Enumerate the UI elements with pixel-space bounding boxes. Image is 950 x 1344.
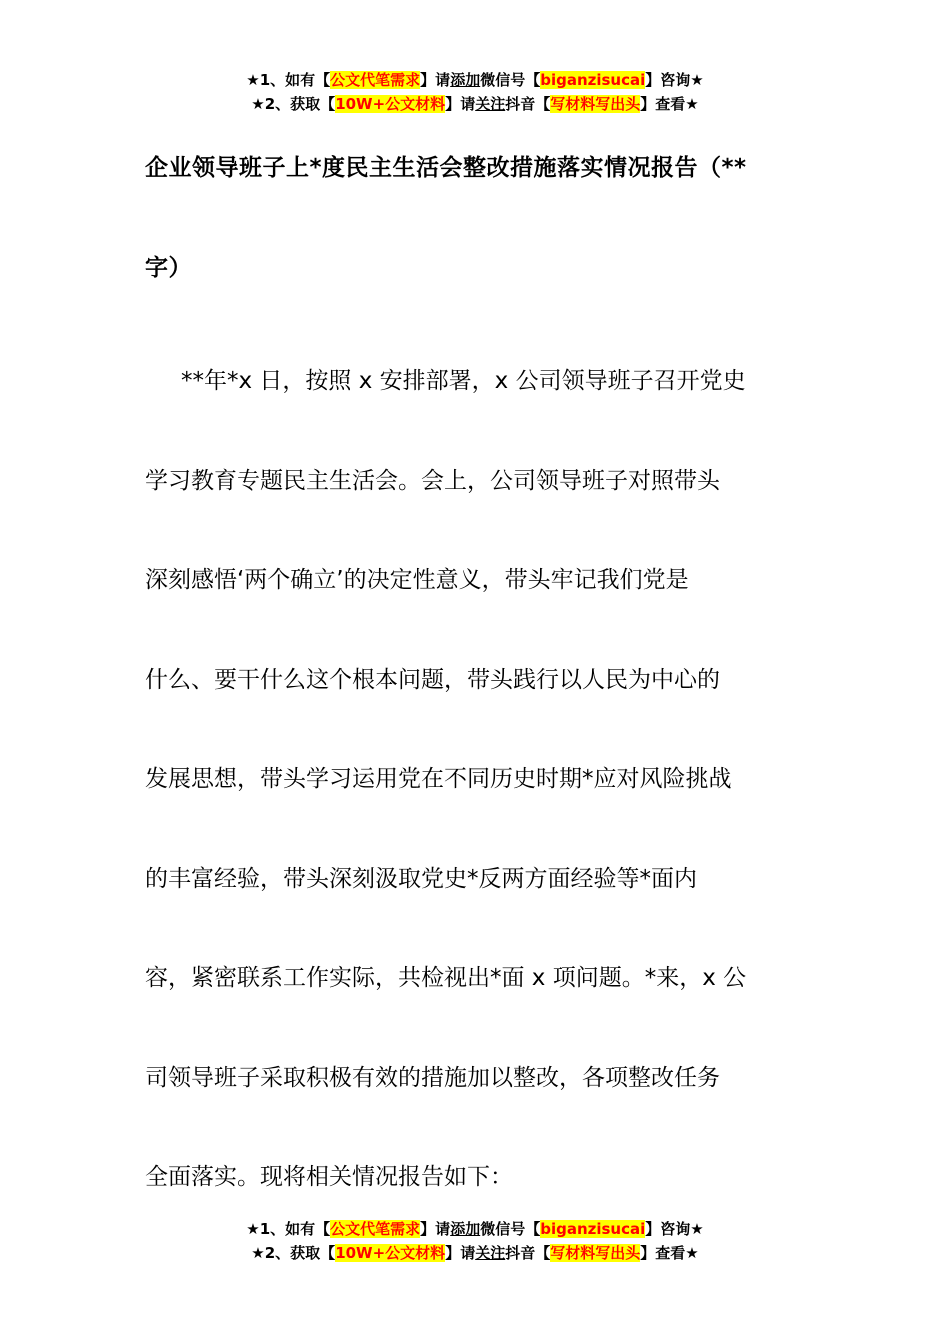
banner-text: 】咨询★	[645, 1220, 704, 1238]
banner-text: 】请	[445, 1244, 476, 1262]
body-line: 全面落实。现将相关情况报告如下：	[145, 1164, 513, 1190]
title-line: 企业领导班子上*度民主生活会整改措施落实情况报告（**	[145, 155, 747, 181]
banner-line-1	[0, 68, 950, 92]
banner-highlight: 10W+公文材料	[335, 95, 446, 113]
banner-text: ★1、如有【	[246, 1220, 331, 1238]
banner-text: 】请	[420, 1220, 451, 1238]
banner-text: 】查看★	[640, 1244, 699, 1262]
body-line: **年*x 日，按照 x 安排部署，x 公司领导班子召开党史	[181, 368, 746, 394]
banner-underline: 添加	[450, 71, 481, 89]
footer-banner	[0, 1217, 950, 1265]
banner-highlight: 公文代笔需求	[330, 71, 421, 89]
banner-text: 】请	[420, 71, 451, 89]
body-line: 容，紧密联系工作实际，共检视出*面 x 项问题。*来，x 公	[145, 965, 747, 991]
banner-text: 】请	[445, 95, 476, 113]
banner-text: 】查看★	[640, 95, 699, 113]
banner-text: 抖音【	[505, 1244, 551, 1262]
body-line: 学习教育专题民主生活会。会上，公司领导班子对照带头	[145, 467, 720, 494]
document-title	[145, 118, 815, 318]
banner-highlight: 10W+公文材料	[335, 1244, 446, 1262]
header-banner	[0, 68, 950, 116]
banner-text: 微信号【	[480, 1220, 541, 1238]
banner-text: 抖音【	[505, 95, 551, 113]
banner-underline: 关注	[475, 1244, 506, 1262]
banner-highlight: 公文代笔需求	[330, 1220, 421, 1238]
banner-text: ★2、获取【	[251, 1244, 336, 1262]
body-line: 发展思想，带头学习运用党在不同历史时期*应对风险挑战	[145, 766, 732, 792]
banner-line-2	[0, 92, 950, 116]
banner-line-1	[0, 1217, 950, 1241]
title-line: 字）	[145, 255, 192, 281]
banner-line-2	[0, 1241, 950, 1265]
banner-highlight: biganzisucai	[540, 1220, 646, 1238]
document-body	[145, 332, 815, 1228]
banner-text: 微信号【	[480, 71, 541, 89]
body-line: 的丰富经验，带头深刻汲取党史*反两方面经验等*面内	[145, 865, 697, 892]
banner-underline: 关注	[475, 95, 506, 113]
body-line: 深刻感悟‘两个确立’的决定性意义，带头牢记我们党是	[145, 567, 689, 593]
banner-text: 】咨询★	[645, 71, 704, 89]
banner-text: ★2、获取【	[251, 95, 336, 113]
banner-text: ★1、如有【	[246, 71, 331, 89]
body-line: 司领导班子采取积极有效的措施加以整改，各项整改任务	[145, 1064, 720, 1091]
banner-highlight: 写材料写出头	[550, 1244, 641, 1262]
banner-underline: 添加	[450, 1220, 481, 1238]
banner-highlight: 写材料写出头	[550, 95, 641, 113]
body-line: 什么、要干什么这个根本问题，带头践行以人民为中心的	[145, 666, 720, 693]
banner-highlight: biganzisucai	[540, 71, 646, 89]
